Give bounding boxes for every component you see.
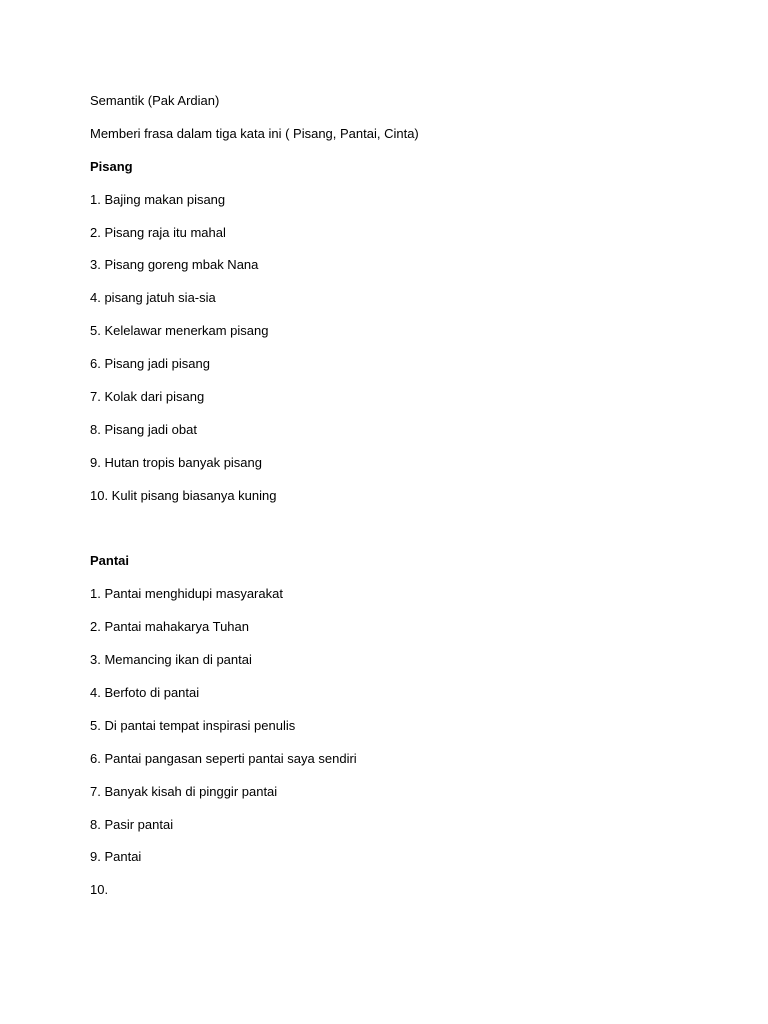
list-item: 10. [90, 882, 109, 898]
list-item: 4. pisang jatuh sia-sia [90, 290, 216, 306]
list-item: 5. Di pantai tempat inspirasi penulis [90, 717, 296, 733]
list-item: 1. Bajing makan pisang [90, 191, 226, 207]
list-item: 9. Hutan tropis banyak pisang [90, 454, 262, 470]
list-item: 9. Pantai [90, 849, 142, 865]
list-item: 6. Pantai pangasan seperti pantai saya sendiri [90, 750, 357, 766]
paragraph-spacer [90, 521, 710, 537]
list-item: 8. Pasir pantai [90, 816, 174, 832]
section-heading-pisang: Pisang [90, 158, 133, 174]
list-item: 5. Kelelawar menerkam pisang [90, 323, 269, 339]
section-heading-pantai: Pantai [90, 553, 130, 569]
list-item: 3. Pisang goreng mbak Nana [90, 257, 259, 273]
list-item: 8. Pisang jadi obat [90, 421, 197, 437]
list-item: 1. Pantai menghidupi masyarakat [90, 586, 283, 602]
list-item: 3. Memancing ikan di pantai [90, 652, 252, 668]
list-item: 4. Berfoto di pantai [90, 685, 200, 701]
list-item: 2. Pisang raja itu mahal [90, 224, 226, 240]
list-item: 6. Pisang jadi pisang [90, 356, 210, 372]
list-item: 7. Banyak kisah di pinggir pantai [90, 783, 278, 799]
list-item: 7. Kolak dari pisang [90, 389, 205, 405]
list-item: 10. Kulit pisang biasanya kuning [90, 487, 277, 503]
document-page [90, 93, 710, 915]
document-title: Semantik (Pak Ardian) [90, 93, 220, 108]
document-instruction: Memberi frasa dalam tiga kata ini ( Pisang, Pantai, Cinta) [90, 125, 419, 141]
list-item: 2. Pantai mahakarya Tuhan [90, 619, 249, 635]
